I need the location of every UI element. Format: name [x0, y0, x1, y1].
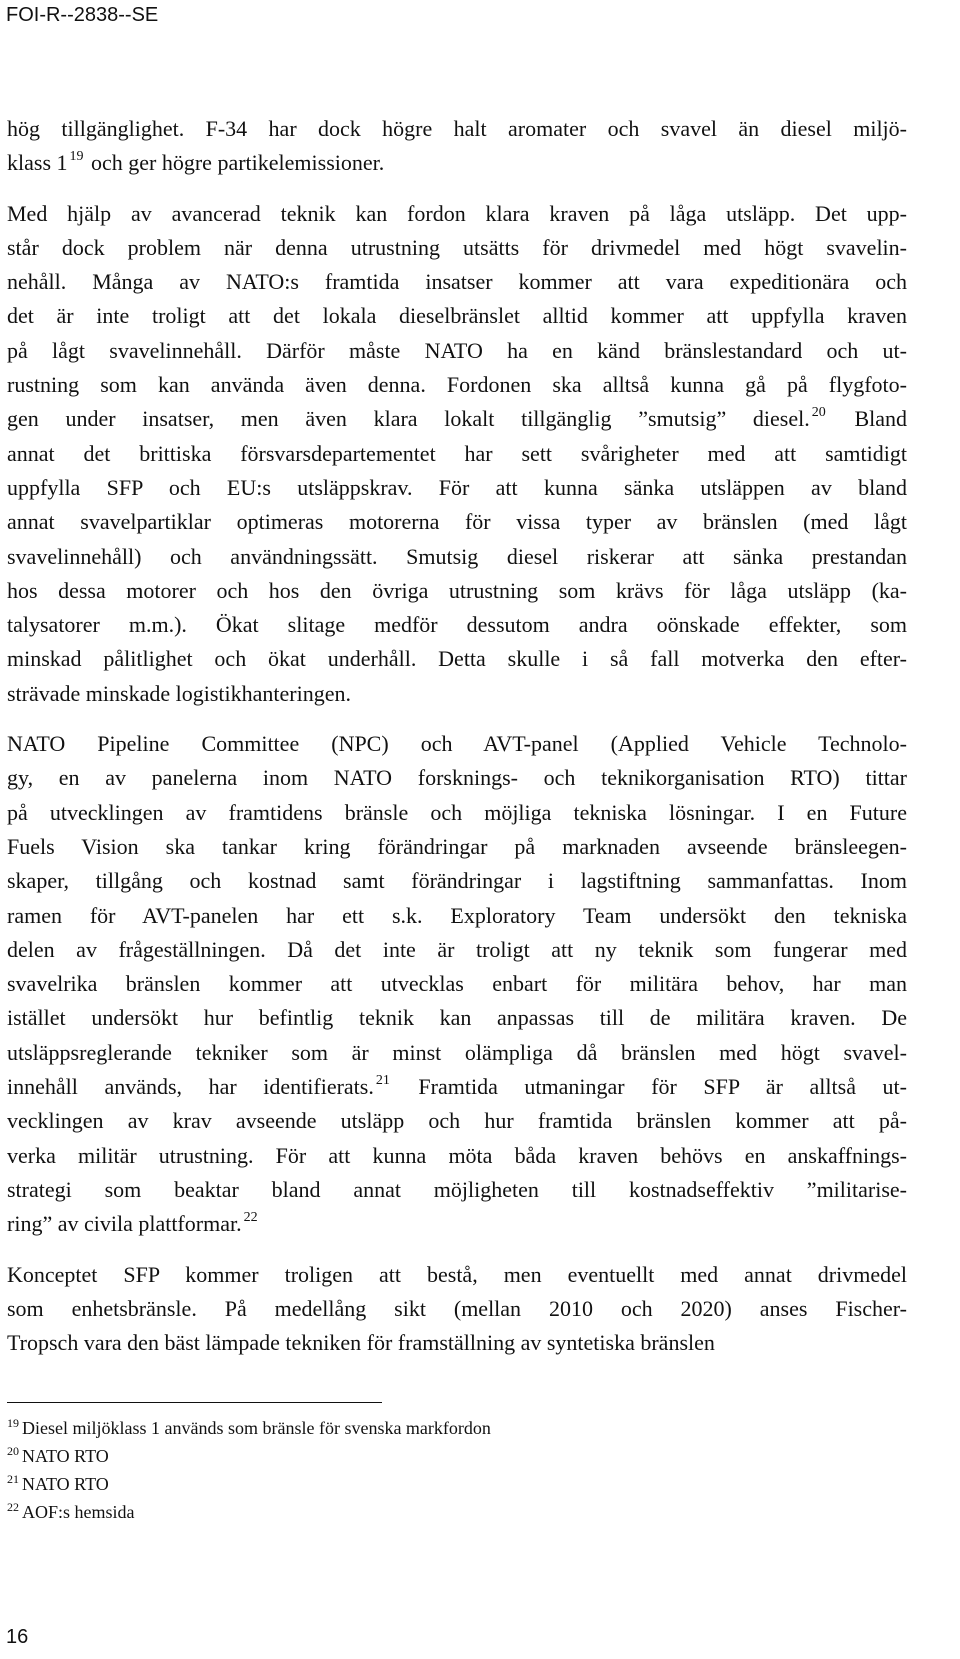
footnote-reference: 20 — [811, 405, 826, 421]
text-line: står dock problem när denna utrustning utsätts för drivmedel med högt svavelin- — [7, 234, 907, 260]
document-id-header: FOI-R--2838--SE — [6, 4, 159, 26]
text-line: annat svavelpartiklar optimeras motorerna för vissa typer av bränslen (med lågt — [7, 509, 907, 535]
text-line: Tropsch vara den bäst lämpade tekniken för framställning av syntetiska bränslen — [7, 1330, 715, 1356]
text-line: NATO Pipeline Committee (NPC) och AVT-panel (Applied Vehicle Technolo- — [7, 731, 907, 757]
text-line: skaper, tillgång och kostnad samt förändringar i lagstiftning sammanfattas. Inom — [7, 868, 907, 894]
text-line: strategi som beaktar bland annat möjligheten till kostnadseffektiv ”militarise- — [7, 1176, 907, 1202]
footnote-reference: 22 — [243, 1210, 258, 1226]
text-line: på lågt svavelinnehåll. Därför måste NATO ha en känd bränslestandard och ut- — [7, 337, 907, 363]
footnote-item — [7, 1471, 491, 1499]
text-line: nehåll. Många av NATO:s framtida insatser kommer att vara expeditionära och — [7, 269, 907, 295]
body-text — [7, 112, 907, 1360]
footnote-number: 20 — [7, 1444, 19, 1458]
text-line: verka militär utrustning. För att kunna möta båda kraven behövs en anskaffnings- — [7, 1142, 907, 1168]
footnote-separator — [7, 1402, 382, 1403]
text-line: minskad pålitlighet och ökat underhåll. Detta skulle i så fall motverka den efter- — [7, 646, 907, 672]
footnotes — [7, 1415, 491, 1527]
text-line: talysatorer m.m.). Ökat slitage medför dessutom andra oönskade effekter, som — [7, 612, 907, 638]
text-line: annat det brittiska försvarsdepartementet har sett svårigheter med att samtidigt — [7, 440, 907, 466]
footnote-number: 22 — [7, 1500, 19, 1514]
footnote-text: NATO RTO — [22, 1446, 109, 1466]
text-line: istället undersökt hur befintlig teknik kan anpassas till de militära kraven. De — [7, 1005, 907, 1031]
text-line: utsläppsreglerande tekniker som är minst olämpliga då bränslen med högt svavel- — [7, 1039, 907, 1065]
paragraph — [7, 1258, 907, 1361]
text-line: strävade minskade logistikhanteringen. — [7, 680, 351, 706]
text-line: som enhetsbränsle. På medellång sikt (mellan 2010 och 2020) anses Fischer- — [7, 1295, 907, 1321]
footnote-text: NATO RTO — [22, 1474, 109, 1494]
footnote-number: 21 — [7, 1472, 19, 1486]
text-line: gy, en av panelerna inom NATO forsknings- och teknikorganisation RTO) tittar — [7, 765, 907, 791]
text-line: gen under insatser, men även klara lokalt tillgänglig ”smutsig” diesel. $^{20}$ Bland — [7, 405, 907, 432]
text-line: svavelinnehåll) och användningssätt. Smutsig diesel riskerar att sänka prestandan — [7, 543, 907, 569]
paragraph — [7, 727, 907, 1241]
footnote-number: 19 — [7, 1416, 19, 1430]
footnote-text: AOF:s hemsida — [22, 1502, 135, 1522]
footnote-text: Diesel miljöklass 1 används som bränsle för svenska markfordon — [22, 1418, 491, 1438]
page-number: 16 — [6, 1626, 29, 1648]
text-line: Fuels Vision ska tankar kring förändringar på marknaden avseende bränsleegen- — [7, 833, 907, 859]
text-line: innehåll används, har identifierats. $^{21}$ Framtida utmaningar för SFP är alltså ut- — [7, 1073, 907, 1100]
text-line: Konceptet SFP kommer troligen att bestå, men eventuellt med annat drivmedel — [7, 1261, 907, 1287]
footnote-reference: 21 — [375, 1073, 390, 1089]
footnote-item — [7, 1443, 491, 1471]
text-line: delen av frågeställningen. Då det inte är troligt att ny teknik som fungerar med — [7, 936, 907, 962]
text-line: på utvecklingen av framtidens bränsle och möjliga tekniska lösningar. I en Future — [7, 799, 907, 825]
text-line: det är inte troligt att det lokala dieselbränslet alltid kommer att uppfylla kraven — [7, 303, 907, 329]
footnote-item — [7, 1499, 491, 1527]
text-line: ring” av civila plattformar. $^{22}$ — [7, 1210, 258, 1237]
footnote-reference: 19 — [69, 149, 84, 165]
text-line: hos dessa motorer och hos den övriga utrustning som krävs för låga utsläpp (ka- — [7, 577, 907, 603]
paragraph — [7, 112, 907, 181]
text-line: svavelrika bränslen kommer att utvecklas enbart för militära behov, har man — [7, 971, 907, 997]
text-line: uppfylla SFP och EU:s utsläppskrav. För att kunna sänka utsläppen av bland — [7, 474, 907, 500]
text-line: vecklingen av krav avseende utsläpp och hur framtida bränslen kommer att på- — [7, 1108, 907, 1134]
text-line: hög tillgänglighet. F-34 har dock högre halt aromater och svavel än diesel miljö- — [7, 116, 907, 141]
text-line: Med hjälp av avancerad teknik kan fordon klara kraven på låga utsläpp. Det upp- — [7, 200, 907, 226]
text-line: klass 1 $^{19}$ och ger högre partikelemissioner. — [7, 149, 385, 176]
paragraph — [7, 197, 907, 711]
footnote-item — [7, 1415, 491, 1443]
text-line: ramen för AVT-panelen har ett s.k. Exploratory Team undersökt den tekniska — [7, 902, 907, 928]
text-line: rustning som kan använda även denna. Fordonen ska alltså kunna gå på flygfoto- — [7, 372, 907, 398]
